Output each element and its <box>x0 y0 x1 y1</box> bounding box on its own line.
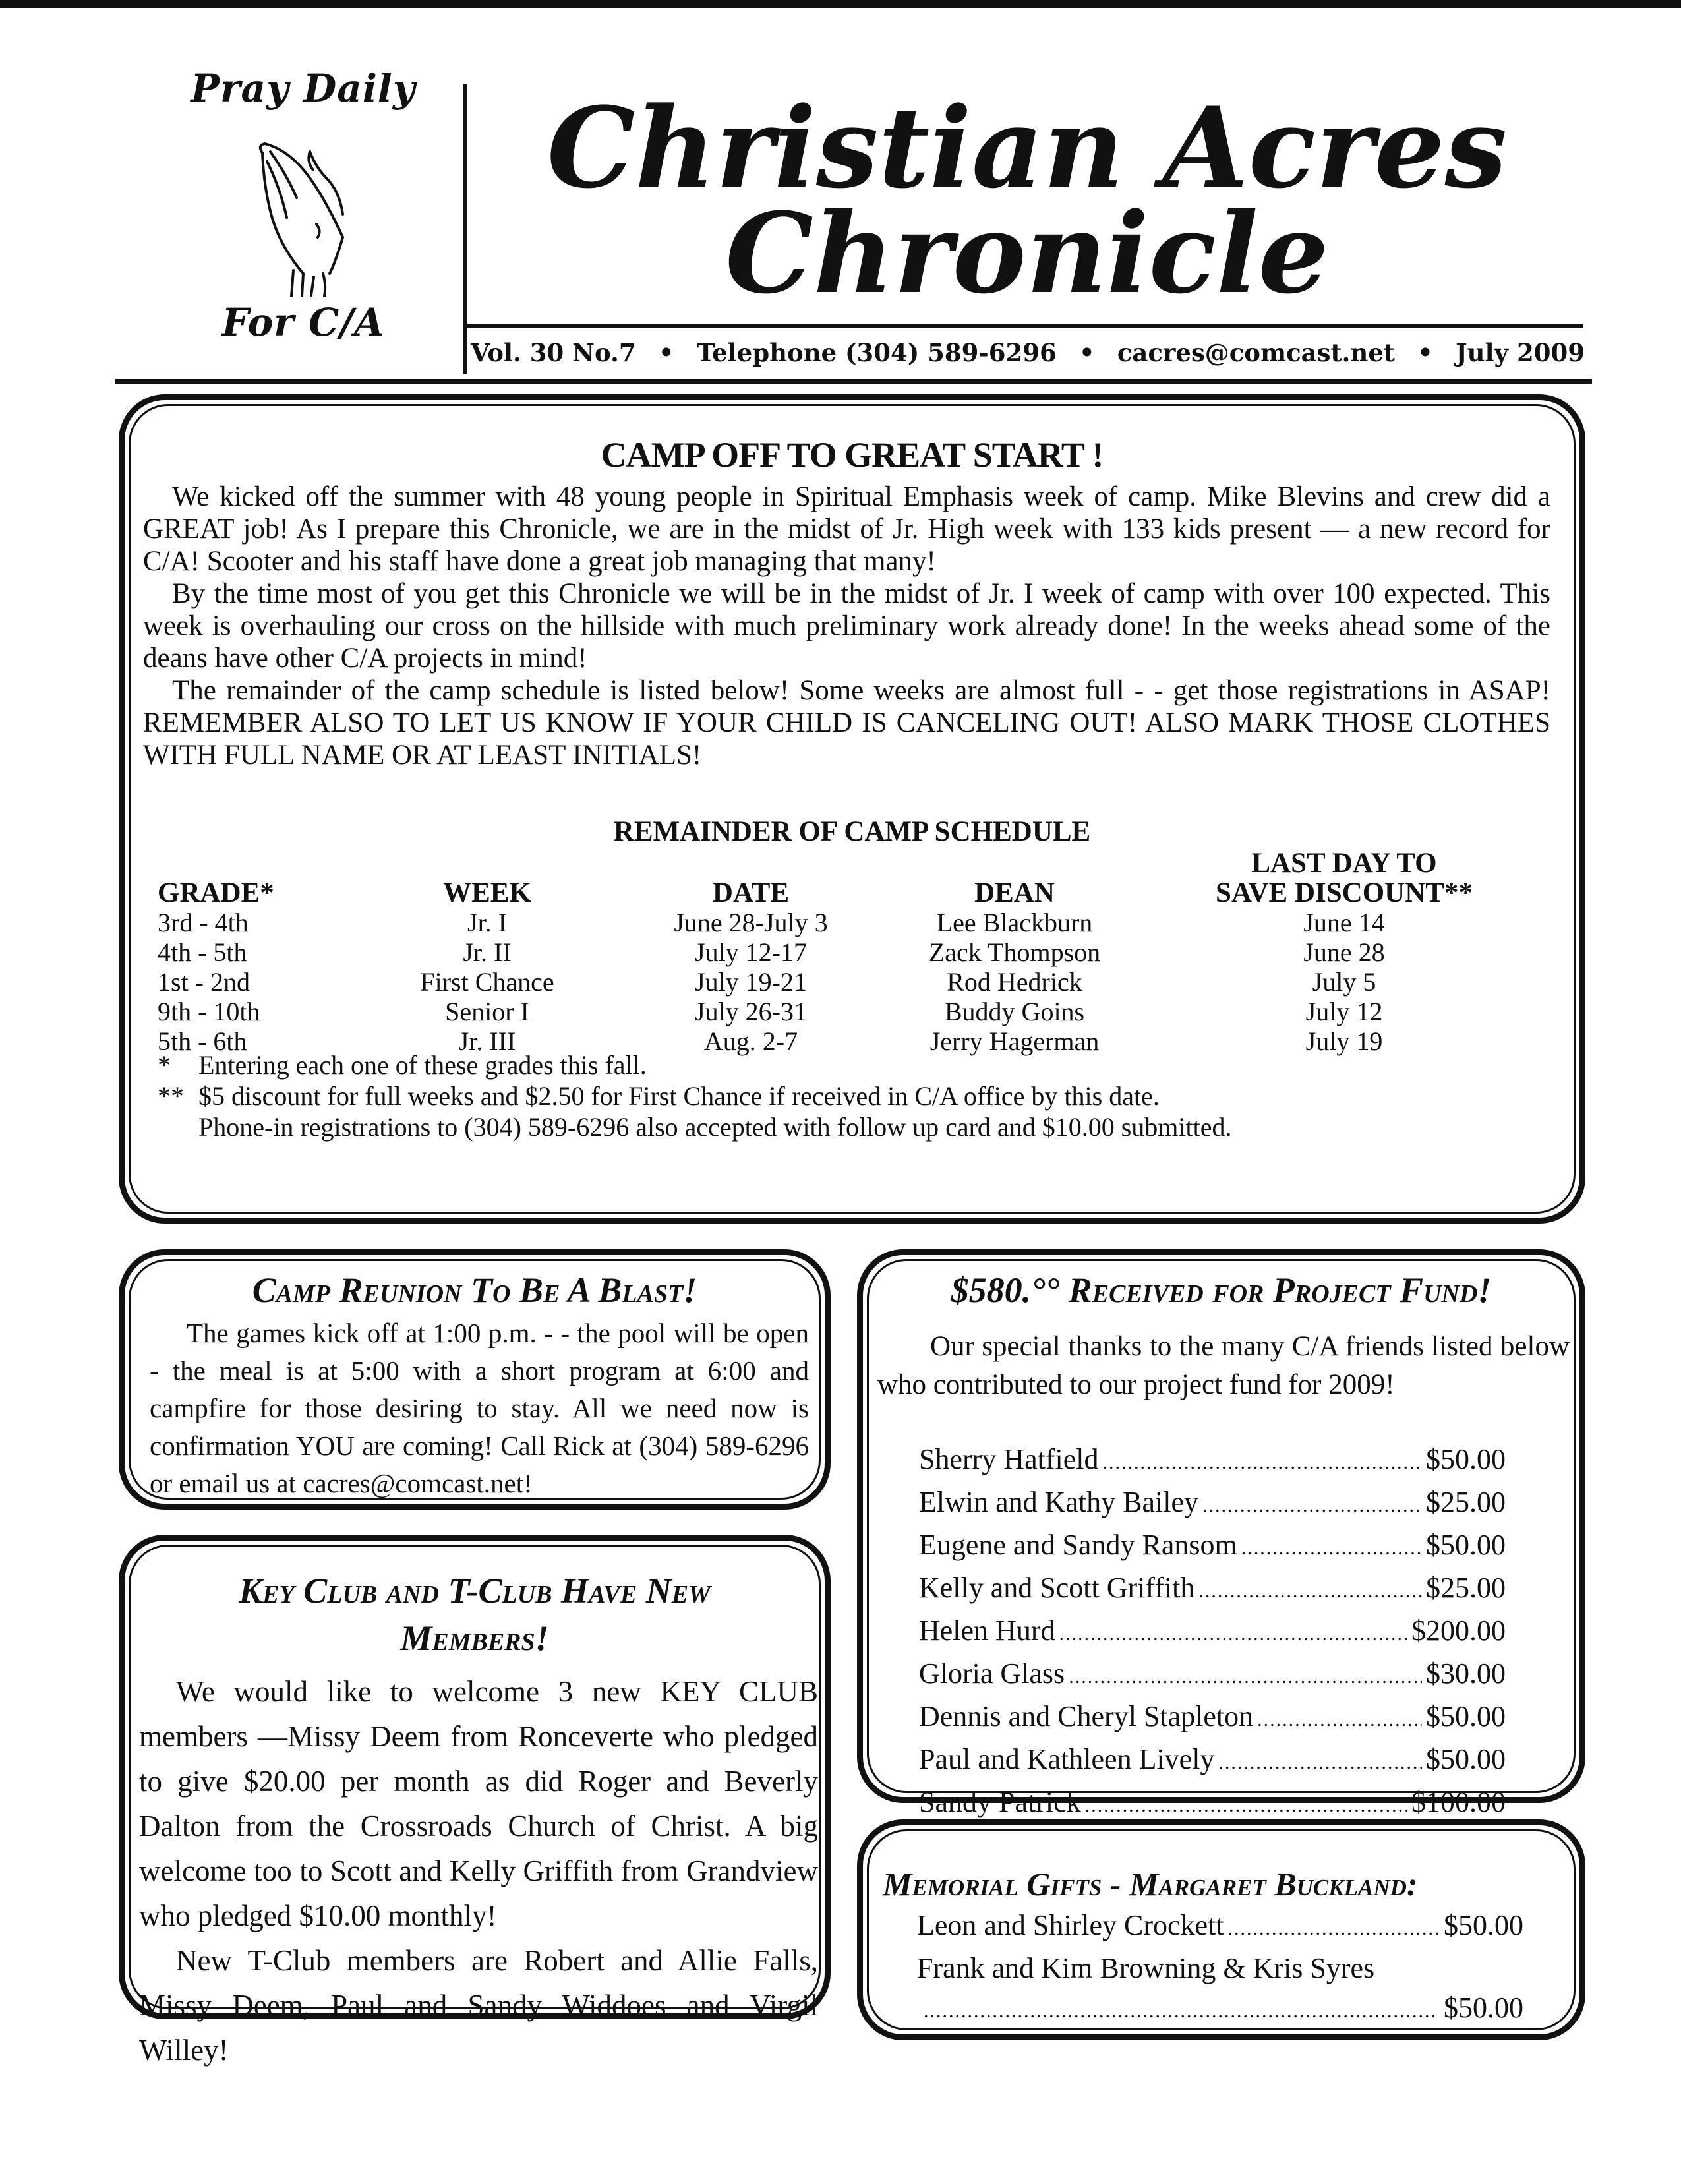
donor-amount: $200.00 <box>1411 1614 1506 1647</box>
footnote-text: Entering each one of these grades this fall. <box>198 1050 647 1080</box>
cell-last-day: July 5 <box>1312 967 1376 997</box>
donor-amount: $25.00 <box>1426 1486 1506 1518</box>
footnote-mark <box>158 1111 198 1142</box>
list-item <box>919 1697 1506 1740</box>
paragraph: Our special thanks to the many C/A friends listed below who contributed to our project fund for 2009! <box>877 1331 1570 1400</box>
masthead-bottom-rule <box>115 379 1592 384</box>
cell-date: July 26-31 <box>695 997 807 1026</box>
paragraph: We would like to welcome 3 new KEY CLUB members —Missy Deem from Ronceverte who pledged to give $20.00 per month as did Roger and Beverly Dalton from the Crossroads Church of Christ. A big welcome too to Scott and Kelly Griffith from Grandview who pledged $10.00 monthly! <box>139 1675 818 1932</box>
key-club-body <box>139 1669 818 2073</box>
header-last-day <box>1146 848 1542 908</box>
dot-leader <box>1059 1611 1408 1654</box>
donor-amount: $50.00 <box>1444 1992 1523 2024</box>
donor-name: Sandy Patrick <box>919 1786 1081 1818</box>
cell-date: July 12-17 <box>695 937 807 967</box>
praying-hands-icon <box>251 138 356 297</box>
issue-date: July 2009 <box>1456 338 1585 367</box>
cell-dean: Zack Thompson <box>928 937 1101 967</box>
pray-daily-logo <box>152 66 455 343</box>
cell-week: Jr. III <box>458 1026 516 1056</box>
cell-grade: 9th - 10th <box>158 997 260 1026</box>
project-fund-title: $580.°° Received for Project Fund! <box>951 1270 1492 1310</box>
dot-leader <box>1198 1568 1422 1611</box>
reunion-body <box>150 1314 809 1502</box>
key-club-title: Key Club and T-Club Have New Members! <box>239 1571 711 1658</box>
donor-name: Sherry Hatfield <box>919 1443 1099 1475</box>
slogan-bottom: For C/A <box>221 300 385 345</box>
cell-dean: Lee Blackburn <box>936 908 1093 937</box>
dot-leader <box>1069 1654 1422 1697</box>
cell-date: July 19-21 <box>695 967 807 997</box>
dot-leader <box>1241 1525 1422 1568</box>
dot-leader <box>1202 1483 1422 1525</box>
slogan-top: Pray Daily <box>191 66 416 111</box>
header-last-day-line1: LAST DAY TO <box>1251 848 1437 879</box>
cell-last-day: June 14 <box>1303 908 1385 937</box>
masthead-rule <box>463 324 1583 328</box>
donor-name: Dennis and Cheryl Stapleton <box>919 1700 1254 1732</box>
donor-amount: $50.00 <box>1426 1443 1506 1475</box>
donor-amount: $25.00 <box>1426 1572 1506 1604</box>
donor-name: Frank and Kim Browning & Kris Syres <box>917 1952 1375 1984</box>
key-club-box <box>119 1535 831 2067</box>
main-article-box <box>119 394 1585 1224</box>
paragraph: New T-Club members are Robert and Allie Falls, Missy Deem, Paul and Sandy Widdoes and Virgil Willey! <box>139 1944 818 2067</box>
header-date: DATE <box>712 877 790 908</box>
donor-amount: $100.00 <box>1411 1786 1506 1818</box>
cell-week: Jr. II <box>463 937 512 967</box>
donor-list <box>919 1440 1506 1825</box>
main-headline: CAMP OFF TO GREAT START ! <box>601 435 1104 475</box>
list-item <box>919 1740 1506 1783</box>
table-row <box>158 967 1542 997</box>
reunion-box <box>119 1249 831 1510</box>
memorial-gifts-box <box>857 1819 1585 2040</box>
list-item-amount-line <box>917 1988 1523 2031</box>
reunion-title: Camp Reunion To Be A Blast! <box>252 1270 697 1310</box>
memorial-list <box>917 1906 1523 2031</box>
cell-date: June 28-July 3 <box>674 908 828 937</box>
footnote-text: Phone-in registrations to (304) 589-6296 also accepted with follow up card and $10.00 submitted. <box>198 1112 1232 1142</box>
donor-amount: $50.00 <box>1444 1909 1523 1941</box>
header-week: WEEK <box>443 877 531 908</box>
list-item <box>919 1611 1506 1654</box>
dot-leader <box>924 1988 1438 2031</box>
donor-name: Eugene and Sandy Ransom <box>919 1529 1237 1561</box>
cell-grade: 4th - 5th <box>158 937 247 967</box>
donor-name: Kelly and Scott Griffith <box>919 1572 1195 1604</box>
memorial-title: Memorial Gifts - Margaret Buckland: <box>883 1866 1418 1903</box>
footnote <box>158 1049 1542 1080</box>
issue-info-line <box>471 330 1585 376</box>
project-fund-box <box>857 1249 1585 1818</box>
footnote-mark: * <box>158 1050 171 1080</box>
schedule-footnotes <box>158 1049 1542 1142</box>
cell-last-day: June 28 <box>1303 937 1385 967</box>
header-grade: GRADE* <box>158 877 274 908</box>
main-article-body <box>143 481 1550 771</box>
footnote <box>158 1080 1542 1111</box>
list-item <box>919 1525 1506 1568</box>
footnote <box>158 1111 1542 1142</box>
donor-name: Paul and Kathleen Lively <box>919 1743 1215 1775</box>
donor-amount: $50.00 <box>1426 1529 1506 1561</box>
donor-name: Helen Hurd <box>919 1614 1055 1647</box>
donor-amount: $30.00 <box>1426 1657 1506 1690</box>
cell-dean: Jerry Hagerman <box>929 1026 1100 1056</box>
top-rule <box>0 0 1681 8</box>
dot-leader <box>1257 1697 1422 1740</box>
cell-last-day: July 12 <box>1305 997 1383 1026</box>
list-item <box>919 1483 1506 1525</box>
donor-name: Leon and Shirley Crockett <box>917 1909 1224 1941</box>
cell-week: Senior I <box>445 997 529 1026</box>
paragraph: By the time most of you get this Chronicle we will be in the midst of Jr. I week of camp with over 100 expected. This week is overhauling our cross on the hillside with much preliminary work already done! In the weeks ahead some of the deans have other C/A projects in mind! <box>143 578 1550 674</box>
newsletter-title-line1: Christian Acres <box>546 82 1508 213</box>
cell-dean: Buddy Goins <box>944 997 1085 1026</box>
cell-grade: 3rd - 4th <box>158 908 249 937</box>
bullet-separator: • <box>658 338 674 367</box>
paragraph: The remainder of the camp schedule is listed below! Some weeks are almost full - - get those registrations in ASAP! REMEMBER ALSO TO LET US KNOW IF YOUR CHILD IS CANCELING OUT! ALSO MARK THOSE CLOTHES WITH FULL NAME OR AT LEAST INITIALS! <box>143 675 1550 771</box>
dot-leader <box>1228 1906 1440 1949</box>
cell-grade: 5th - 6th <box>158 1026 247 1056</box>
list-item <box>919 1440 1506 1483</box>
table-row <box>158 908 1542 937</box>
donor-amount: $50.00 <box>1426 1700 1506 1732</box>
donor-amount: $50.00 <box>1426 1743 1506 1775</box>
newsletter-title-line2: Chronicle <box>725 188 1329 318</box>
header-dean: DEAN <box>974 877 1055 908</box>
cell-last-day: July 19 <box>1305 1026 1383 1056</box>
table-row <box>158 997 1542 1026</box>
list-item <box>919 1568 1506 1611</box>
bullet-separator: • <box>1078 338 1095 367</box>
schedule-table <box>158 848 1542 1056</box>
dot-leader <box>1102 1440 1422 1483</box>
paragraph: The games kick off at 1:00 p.m. - - the pool will be open - the meal is at 5:00 with a short program at 6:00 and campfire for those desiring to stay. All we need now is confirmation YOU are coming! Call Rick at (304) 589-6296 or email us at cacres@comcast.net! <box>150 1318 809 1498</box>
cell-dean: Rod Hedrick <box>947 967 1082 997</box>
list-item <box>919 1654 1506 1697</box>
dot-leader <box>1218 1740 1422 1783</box>
email-link[interactable]: cacres@comcast.net <box>1117 338 1395 367</box>
project-fund-intro <box>877 1328 1570 1404</box>
telephone: Telephone (304) 589-6296 <box>696 338 1057 367</box>
table-row <box>158 937 1542 967</box>
cell-week: First Chance <box>420 967 554 997</box>
schedule-title: REMAINDER OF CAMP SCHEDULE <box>613 816 1091 847</box>
schedule-header-row <box>158 848 1542 908</box>
donor-name: Gloria Glass <box>919 1657 1065 1690</box>
bullet-separator: • <box>1417 338 1433 367</box>
paragraph: We kicked off the summer with 48 young people in Spiritual Emphasis week of camp. Mike Blevins and crew did a GREAT job! As I prepare this Chronicle, we are in the midst of Jr. High week with 133 kids present — a new record for C/A! Scooter and his staff have done a great job managing that many! <box>143 481 1550 577</box>
cell-date: Aug. 2-7 <box>703 1026 798 1056</box>
footnote-mark: ** <box>158 1081 184 1111</box>
header-last-day-line2: SAVE DISCOUNT** <box>1216 877 1473 908</box>
cell-week: Jr. I <box>467 908 507 937</box>
list-item <box>917 1906 1523 1949</box>
footnote-text: $5 discount for full weeks and $2.50 for First Chance if received in C/A office by this date. <box>198 1081 1160 1111</box>
cell-grade: 1st - 2nd <box>158 967 250 997</box>
donor-name: Elwin and Kathy Bailey <box>919 1486 1199 1518</box>
volume-number: Vol. 30 No.7 <box>471 338 636 367</box>
